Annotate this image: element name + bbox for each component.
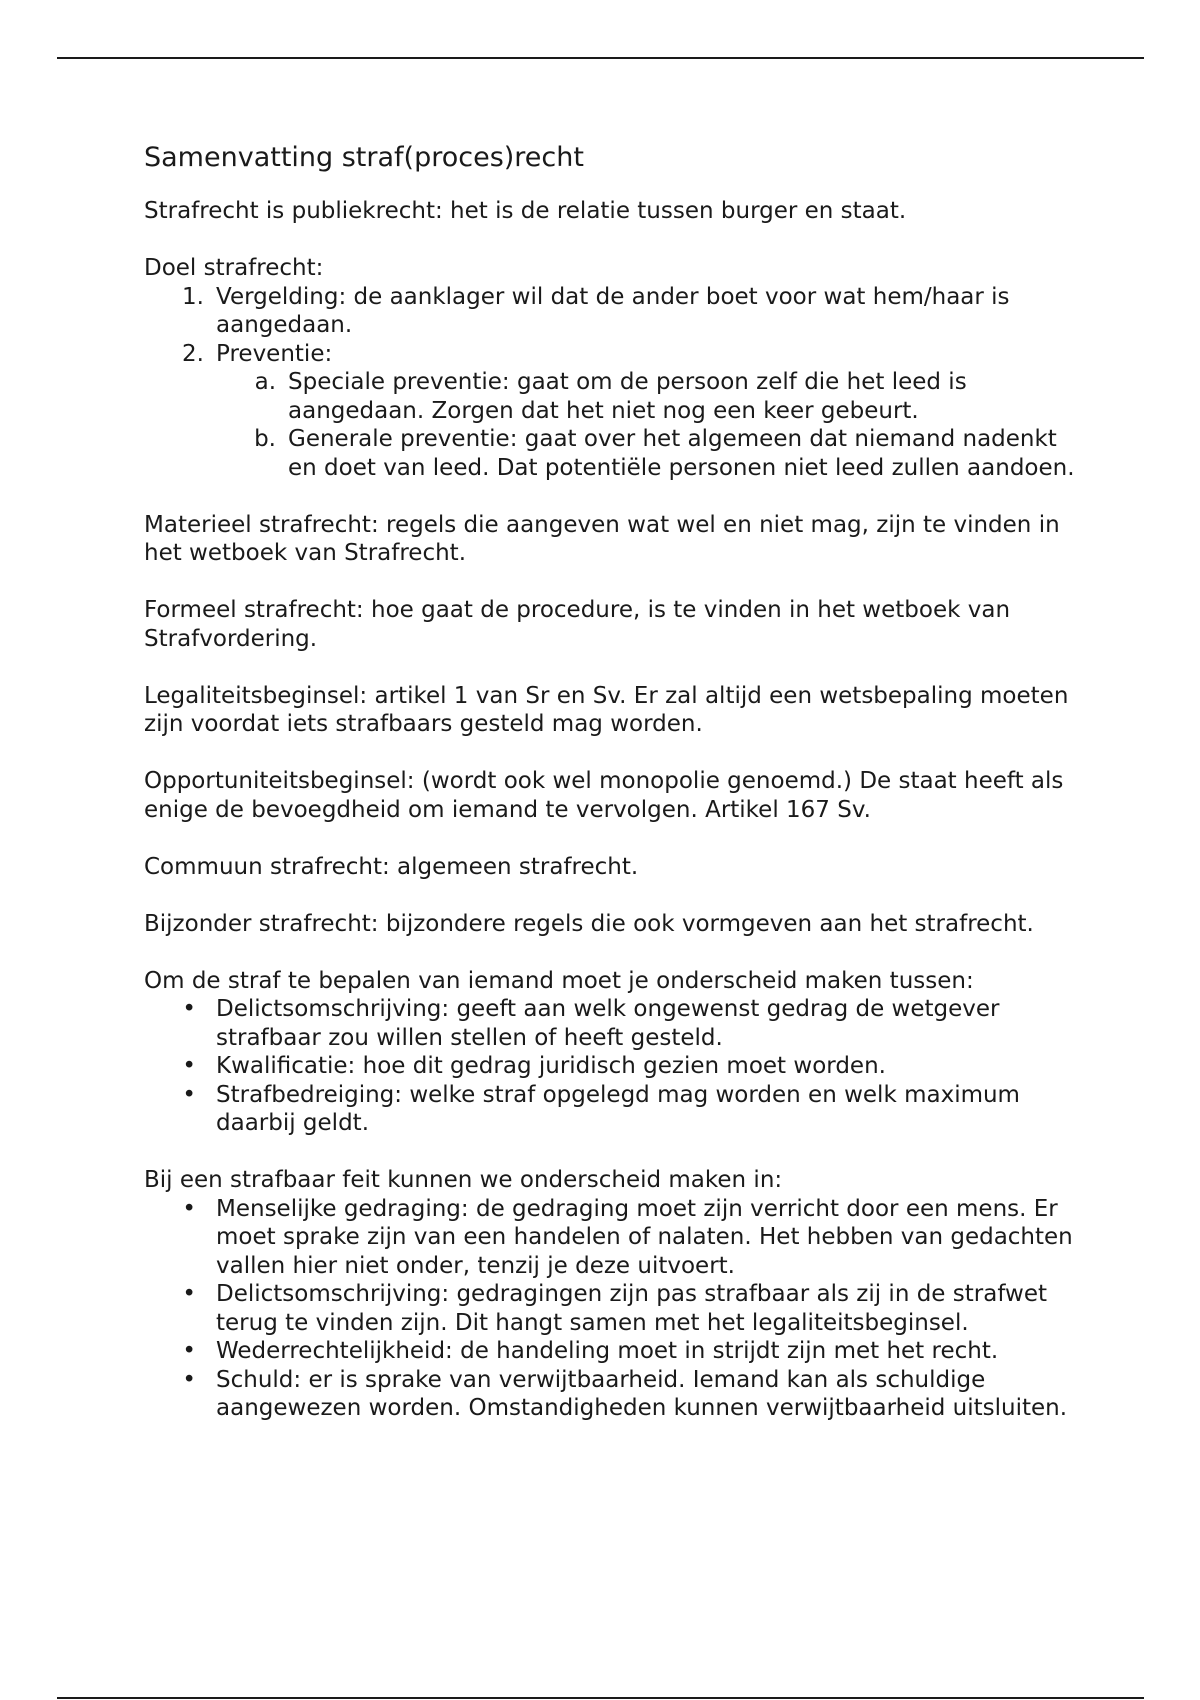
list-item-text: Vergelding: de aanklager wil dat de ander boet voor wat hem/haar is aangedaan. xyxy=(216,283,1010,338)
strafbaar-feit-section xyxy=(144,1166,1084,1423)
bullet-item-text: Wederrechtelijkheid: de handeling moet in strijdt zijn met het recht. xyxy=(216,1338,999,1364)
bullet-item-text: Strafbedreiging: welke straf opgelegd mag worden en welk maximum daarbij geldt. xyxy=(216,1081,1020,1136)
bullet-item-text: Menselijke gedraging: de gedraging moet zijn verricht door een mens. Er moet sprake zijn van een handelen of nalaten. Het hebben van gedachten vallen hier niet onder, tenzij je deze uitvoert. xyxy=(216,1195,1073,1279)
straf-bepalen-heading: Om de straf te bepalen van iemand moet je onderscheid maken tussen: xyxy=(144,967,974,994)
paragraph-opportuniteit: Opportuniteitsbeginsel: (wordt ook wel monopolie genoemd.) De staat heeft als enige de bevoegdheid om iemand te vervolgen. Artikel 167 Sv. xyxy=(144,768,1064,823)
sub-list-marker: b. xyxy=(254,426,276,452)
list-item-text: Preventie: xyxy=(216,340,333,367)
paragraph-legaliteit: Legaliteitsbeginsel: artikel 1 van Sr en Sv. Er zal altijd een wetsbepaling moeten zijn voordat iets strafbaars gesteld mag worden. xyxy=(144,682,1069,737)
bullet-icon: • xyxy=(182,1195,196,1222)
bullet-icon: • xyxy=(182,1081,196,1108)
bullet-item-text: Schuld: er is sprake van verwijtbaarheid. Iemand kan als schuldige aangewezen worden. Omstandigheden kunnen verwijtbaarheid uitsluiten. xyxy=(216,1366,1068,1421)
sub-list-item-text: Generale preventie: gaat over het algemeen dat niemand nadenkt en doet van leed. Dat potentiële personen niet leed zullen aandoen. xyxy=(288,426,1075,481)
list-item xyxy=(144,340,1084,369)
sub-list-marker: a. xyxy=(254,369,276,395)
document-title: Samenvatting straf(proces)recht xyxy=(144,142,584,173)
sub-list-item xyxy=(144,425,1084,482)
bullet-item xyxy=(144,1052,1084,1081)
bottom-rule xyxy=(57,1697,1144,1699)
paragraph-materieel: Materieel strafrecht: regels die aangeven wat wel en niet mag, zijn te vinden in het wetboek van Strafrecht. xyxy=(144,511,1060,566)
straf-bepalen-section xyxy=(144,967,1084,1138)
bullet-item-text: Delictsomschrijving: gedragingen zijn pas strafbaar als zij in de strafwet terug te vinden zijn. Dit hangt samen met het legaliteitsbeginsel. xyxy=(216,1281,1047,1336)
bullet-item xyxy=(144,995,1084,1052)
bullet-item-text: Delictsomschrijving: geeft aan welk ongewenst gedrag de wetgever strafbaar zou willen stellen of heeft gesteld. xyxy=(216,996,1000,1051)
paragraph-bijzonder: Bijzonder strafrecht: bijzondere regels die ook vormgeven aan het strafrecht. xyxy=(144,910,1034,937)
strafbaar-feit-heading: Bij een strafbaar feit kunnen we onderscheid maken in: xyxy=(144,1167,783,1193)
bullet-item xyxy=(144,1337,1084,1366)
bullet-item-text: Kwalificatie: hoe dit gedrag juridisch gezien moet worden. xyxy=(216,1053,886,1079)
bullet-item xyxy=(144,1195,1084,1281)
bullet-item xyxy=(144,1280,1084,1337)
paragraph-formeel: Formeel strafrecht: hoe gaat de procedure, is te vinden in het wetboek van Strafvordering. xyxy=(144,597,1011,652)
list-marker: 1. xyxy=(182,283,204,310)
bullet-item xyxy=(144,1366,1084,1423)
bullet-icon: • xyxy=(182,1281,196,1307)
document-body xyxy=(144,140,1084,1423)
list-marker: 2. xyxy=(182,340,204,367)
intro-paragraph: Strafrecht is publiekrecht: het is de relatie tussen burger en staat. xyxy=(144,198,907,224)
list-item xyxy=(144,283,1084,340)
doel-heading: Doel strafrecht: xyxy=(144,255,324,281)
top-rule xyxy=(57,57,1144,59)
doel-section xyxy=(144,254,1084,482)
bullet-icon: • xyxy=(182,996,196,1022)
bullet-item xyxy=(144,1081,1084,1138)
sub-list-item xyxy=(144,368,1084,425)
bullet-icon: • xyxy=(182,1053,196,1079)
sub-list-item-text: Speciale preventie: gaat om de persoon zelf die het leed is aangedaan. Zorgen dat het niet nog een keer gebeurt. xyxy=(288,369,967,424)
bullet-icon: • xyxy=(182,1366,196,1393)
bullet-icon: • xyxy=(182,1338,196,1364)
paragraph-commuun: Commuun strafrecht: algemeen strafrecht. xyxy=(144,853,639,880)
